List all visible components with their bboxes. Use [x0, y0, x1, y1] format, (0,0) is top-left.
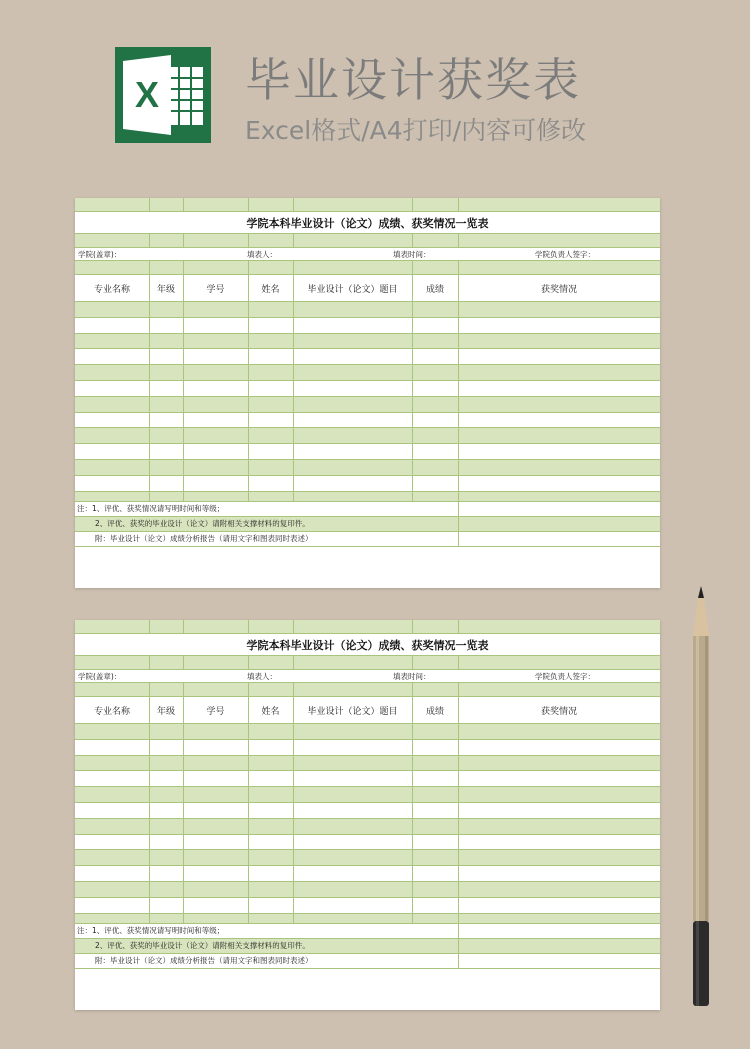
note-row	[75, 939, 660, 954]
table-header-row	[75, 275, 660, 302]
column-header: 成绩	[425, 706, 444, 717]
page-subtitle: Excel格式/A4打印/内容可修改	[245, 116, 587, 145]
table-row	[75, 898, 660, 914]
meta-leader-sign: 学院负责人签字：	[535, 249, 595, 259]
form-title: 学院本科毕业设计（论文）成绩、获奖情况一览表	[246, 216, 489, 230]
table-row	[75, 476, 660, 492]
form-meta-row	[75, 670, 660, 683]
column-header: 学号	[206, 706, 225, 717]
column-header: 姓名	[261, 284, 280, 295]
table-row	[75, 683, 660, 697]
table-row	[75, 444, 660, 460]
table-row	[75, 756, 660, 772]
table-row	[75, 787, 660, 803]
column-header: 获奖情况	[540, 706, 577, 717]
meta-college: 学院(盖章)：	[78, 249, 122, 259]
meta-filler: 填表人：	[247, 249, 277, 259]
column-header: 年级	[156, 284, 175, 295]
note-row	[75, 924, 660, 939]
logo-letter: X	[134, 74, 160, 115]
meta-leader-sign: 学院负责人签字：	[535, 671, 595, 681]
meta-fill-time: 填表时间：	[393, 671, 431, 681]
table-row	[75, 740, 660, 756]
table-row	[75, 656, 660, 670]
form-note: 注：1、评优、获奖情况请写明时间和等级；	[77, 504, 225, 514]
table-row	[75, 819, 660, 835]
note-row	[75, 517, 660, 532]
form-title: 学院本科毕业设计（论文）成绩、获奖情况一览表	[246, 638, 489, 652]
award-form-sheet	[75, 620, 660, 1010]
table-row	[75, 318, 660, 334]
column-header: 毕业设计（论文）题目	[307, 284, 398, 295]
column-header: 专业名称	[93, 284, 130, 295]
note-row	[75, 954, 660, 969]
column-header: 年级	[156, 706, 175, 717]
table-header-row	[75, 697, 660, 724]
table-row	[75, 381, 660, 397]
table-row	[75, 866, 660, 882]
table-row	[75, 724, 660, 740]
form-title-row	[75, 634, 660, 656]
form-note: 附：毕业设计（论文）成绩分析报告（请用文字和图表同时表述）	[95, 534, 313, 544]
excel-logo-icon	[115, 47, 211, 143]
meta-fill-time: 填表时间：	[393, 249, 431, 259]
table-row	[75, 302, 660, 318]
table-row	[75, 492, 660, 502]
table-row	[75, 261, 660, 275]
column-header: 专业名称	[93, 706, 130, 717]
note-row	[75, 532, 660, 547]
table-row	[75, 850, 660, 866]
table-row	[75, 334, 660, 350]
table-row	[75, 413, 660, 429]
form-meta-row	[75, 248, 660, 261]
table-row	[75, 365, 660, 381]
form-note: 2、评优、获奖的毕业设计（论文）请附相关支撑材料的复印件。	[95, 941, 310, 951]
table-row	[75, 234, 660, 248]
pencil-decoration-icon	[690, 586, 712, 1006]
note-row	[75, 502, 660, 517]
table-row	[75, 914, 660, 924]
column-header: 姓名	[261, 706, 280, 717]
column-header: 成绩	[425, 284, 444, 295]
table-row	[75, 349, 660, 365]
table-row	[75, 428, 660, 444]
form-title-row	[75, 212, 660, 234]
column-header: 获奖情况	[540, 284, 577, 295]
table-row	[75, 397, 660, 413]
table-row	[75, 198, 660, 212]
table-row	[75, 835, 660, 851]
page-title: 毕业设计获奖表	[245, 53, 581, 107]
table-row	[75, 771, 660, 787]
form-note: 注：1、评优、获奖情况请写明时间和等级；	[77, 926, 225, 936]
table-row	[75, 882, 660, 898]
form-note: 附：毕业设计（论文）成绩分析报告（请用文字和图表同时表述）	[95, 956, 313, 966]
column-header: 学号	[206, 284, 225, 295]
meta-college: 学院(盖章)：	[78, 671, 122, 681]
table-row	[75, 620, 660, 634]
table-row	[75, 460, 660, 476]
table-row	[75, 803, 660, 819]
form-note: 2、评优、获奖的毕业设计（论文）请附相关支撑材料的复印件。	[95, 519, 310, 529]
award-form-sheet	[75, 198, 660, 588]
column-header: 毕业设计（论文）题目	[307, 706, 398, 717]
meta-filler: 填表人：	[247, 671, 277, 681]
